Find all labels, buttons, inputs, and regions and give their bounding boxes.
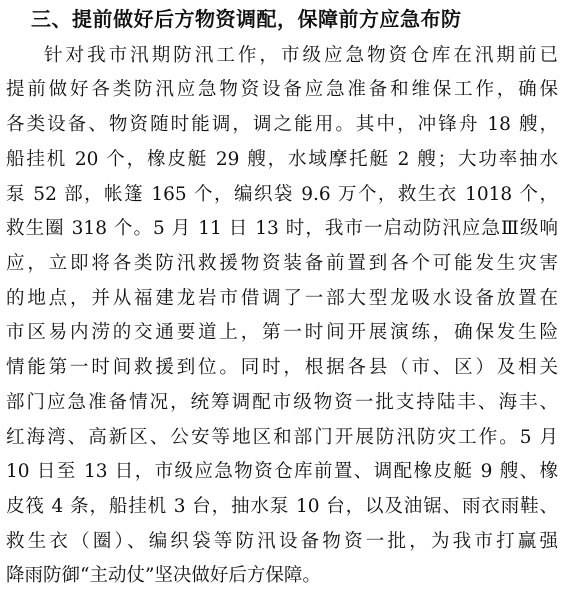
paragraph-line: 降雨防御“主动仗”坚决做好后方保障。 [6, 565, 321, 586]
paragraph-line: 应，立即将各类防汛救援物资装备前置到各个可能发生灾害 [6, 253, 558, 274]
paragraph-line: 救生圈 318 个。5 月 11 日 13 时，我市一启动防汛应急Ⅲ级响 [6, 218, 558, 239]
paragraph-line: 各类设备、物资随时能调，调之能用。其中，冲锋舟 18 艘， [6, 114, 558, 135]
paragraph-line: 泵 52 部，帐篷 165 个，编织袋 9.6 万个，救生衣 1018 个， [6, 184, 558, 205]
paragraph-line: 针对我市汛期防汛工作，市级应急物资仓库在汛期前已 [44, 45, 558, 66]
paragraph-line: 红海湾、高新区、公安等地区和部门开展防汛防灾工作。5 月 [6, 427, 558, 448]
paragraph-line: 的地点，并从福建龙岩市借调了一部大型龙吸水设备放置在 [6, 288, 558, 309]
paragraph-line: 船挂机 20 个，橡皮艇 29 艘，水域摩托艇 2 艘；大功率抽水 [6, 149, 558, 170]
paragraph-line: 部门应急准备情况，统筹调配市级物资一批支持陆丰、海丰、 [6, 392, 558, 413]
paragraph-line: 10 日至 13 日，市级应急物资仓库前置、调配橡皮艇 9 艘、橡 [6, 461, 558, 482]
paragraph-line: 皮筏 4 条，船挂机 3 台，抽水泵 10 台，以及油锯、雨衣雨鞋、 [6, 496, 558, 517]
paragraph-line: 提前做好各类防汛应急物资设备应急准备和维保工作，确保 [6, 79, 558, 100]
paragraph-line: 市区易内涝的交通要道上，第一时间开展演练，确保发生险 [6, 322, 558, 343]
paragraph-line: 救生衣（圈）、编织袋等防汛设备物资一批，为我市打赢强 [6, 531, 558, 552]
section-heading: 三、提前做好后方物资调配，保障前方应急布防 [31, 7, 462, 31]
paragraph-line: 情能第一时间救援到位。同时，根据各县（市、区）及相关 [6, 357, 558, 378]
